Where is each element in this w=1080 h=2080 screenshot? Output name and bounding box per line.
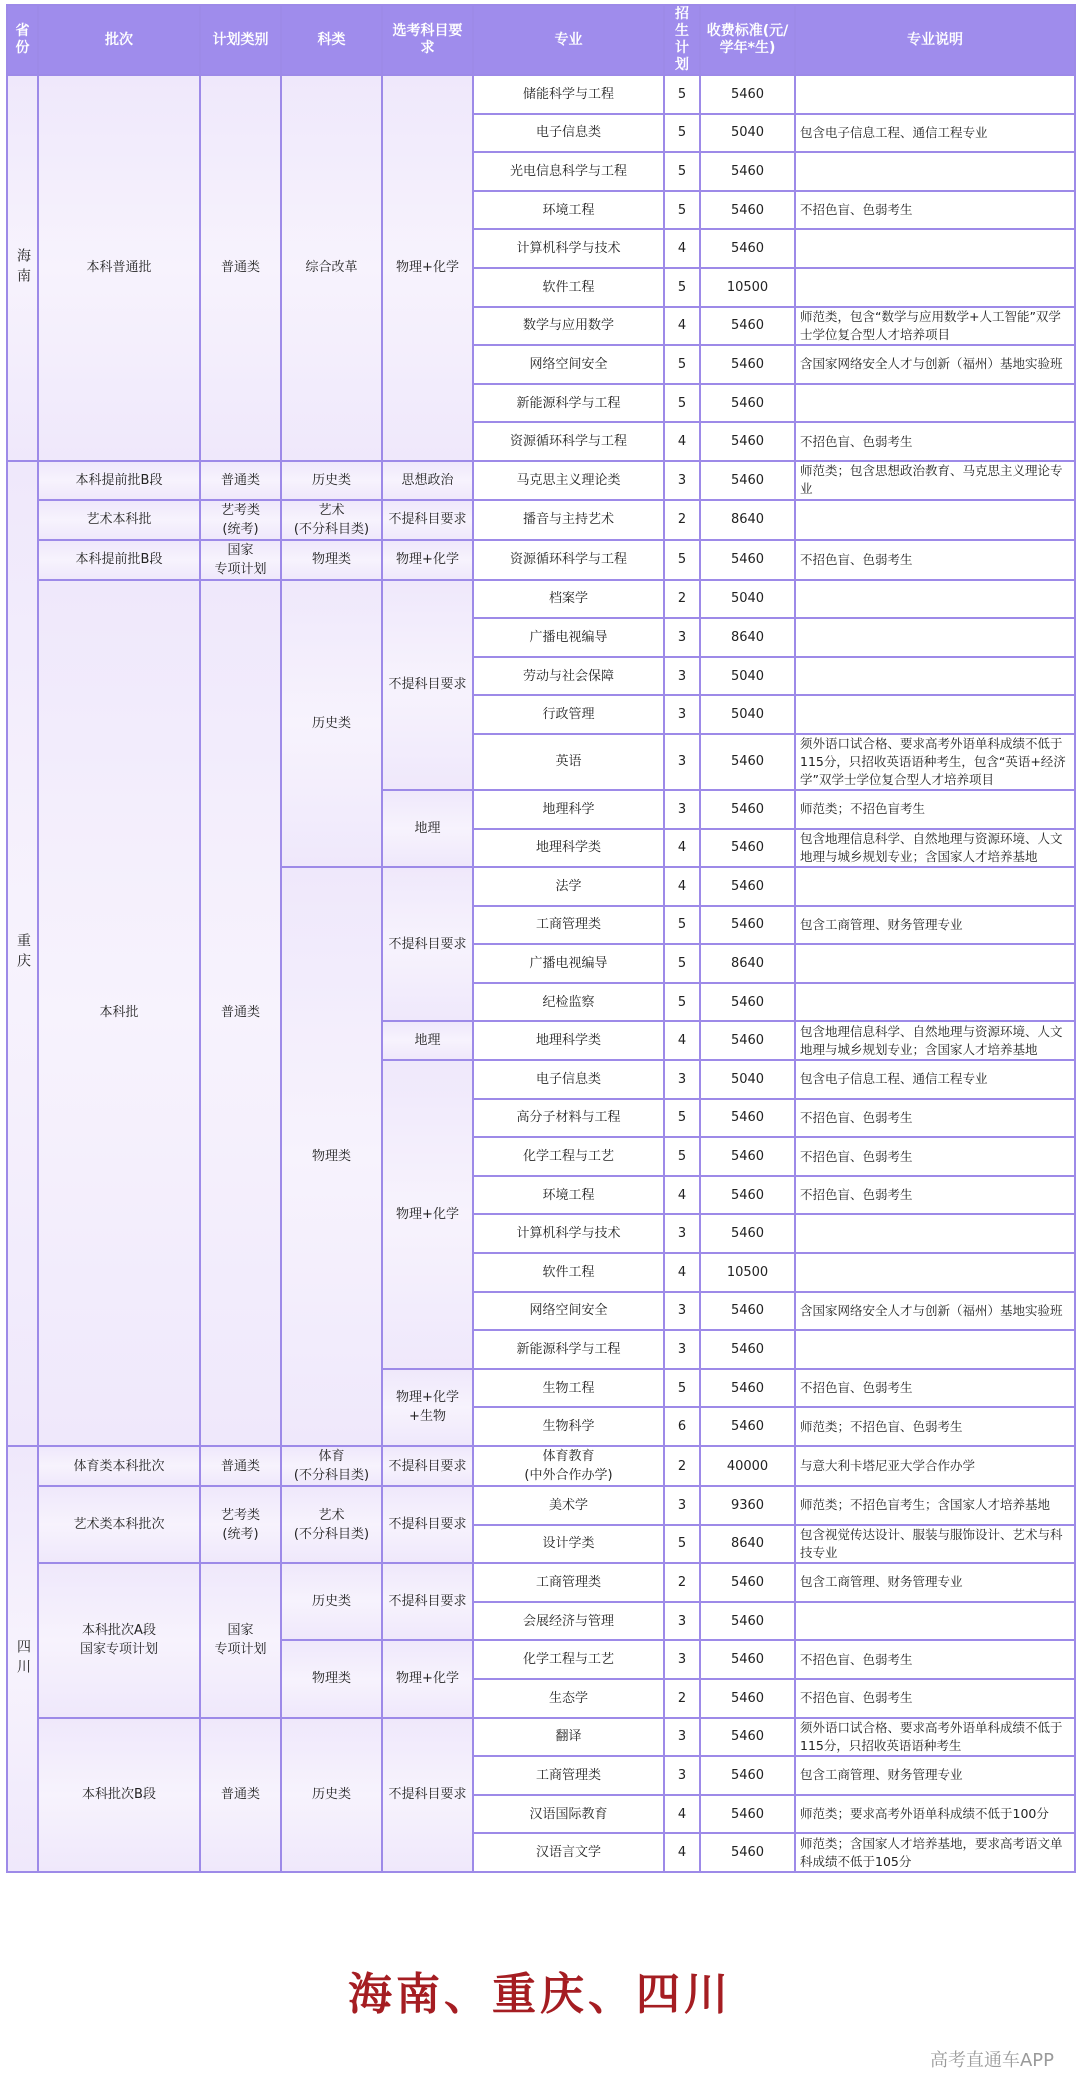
quota-cell: 5 [664,1369,700,1408]
quota-cell: 3 [664,1214,700,1253]
fee-cell: 5460 [700,307,795,346]
quota-cell: 3 [664,734,700,790]
quota-cell: 3 [664,1486,700,1525]
subject-requirement-cell: 地理 [382,790,473,867]
major-notes-cell: 师范类；含国家人才培养基地，要求高考语文单科成绩不低于105分 [795,1833,1075,1872]
quota-cell: 4 [664,1795,700,1834]
major-cell: 劳动与社会保障 [473,657,664,696]
fee-cell: 5460 [700,1330,795,1369]
header-category: 科类 [281,5,382,75]
major-notes-cell: 包含工商管理、财务管理专业 [795,1756,1075,1795]
fee-cell: 5460 [700,1021,795,1060]
fee-cell: 5460 [700,1718,795,1757]
quota-cell: 5 [664,540,700,580]
major-notes-cell [795,657,1075,696]
subject-requirement-cell: 不提科目要求 [382,500,473,540]
major-cell: 工商管理类 [473,1756,664,1795]
fee-cell: 5040 [700,580,795,619]
quota-cell: 5 [664,944,700,983]
subject-requirement-cell: 物理+化学+生物 [382,1369,473,1446]
subject-requirement-cell: 不提科目要求 [382,580,473,790]
major-cell: 英语 [473,734,664,790]
major-cell: 环境工程 [473,191,664,230]
quota-cell: 4 [664,829,700,868]
fee-cell: 5460 [700,422,795,461]
major-cell: 体育教育 (中外合作办学) [473,1446,664,1486]
major-cell: 广播电视编导 [473,944,664,983]
subject-requirement-cell: 思想政治 [382,461,473,500]
major-notes-cell: 师范类；不招色盲考生；含国家人才培养基地 [795,1486,1075,1525]
major-notes-cell: 不招色盲、色弱考生 [795,540,1075,580]
major-notes-cell: 包含地理信息科学、自然地理与资源环境、人文地理与城乡规划专业；含国家人才培养基地 [795,829,1075,868]
major-cell: 播音与主持艺术 [473,500,664,540]
major-notes-cell [795,867,1075,906]
subject-requirement-cell: 物理+化学 [382,75,473,461]
fee-cell: 5460 [700,906,795,945]
major-notes-cell [795,1602,1075,1641]
quota-cell: 5 [664,345,700,384]
quota-cell: 4 [664,1021,700,1060]
major-notes-cell: 包含工商管理、财务管理专业 [795,1563,1075,1602]
fee-cell: 9360 [700,1486,795,1525]
header-plan-type: 计划类别 [200,5,281,75]
major-cell: 储能科学与工程 [473,75,664,114]
major-cell: 网络空间安全 [473,1292,664,1331]
fee-cell: 5040 [700,1060,795,1099]
quota-cell: 3 [664,695,700,734]
major-cell: 广播电视编导 [473,618,664,657]
quota-cell: 4 [664,1833,700,1872]
quota-cell: 4 [664,867,700,906]
major-notes-cell: 师范类；包含思想政治教育、马克思主义理论专业 [795,461,1075,500]
plan-type-cell: 国家 专项计划 [200,540,281,580]
category-cell: 物理类 [281,867,382,1446]
fee-cell: 5460 [700,191,795,230]
fee-cell: 5460 [700,1369,795,1408]
fee-cell: 5460 [700,384,795,423]
major-cell: 设计学类 [473,1525,664,1564]
major-cell: 会展经济与管理 [473,1602,664,1641]
table-row [7,580,1075,619]
major-cell: 软件工程 [473,1253,664,1292]
table-row [7,461,1075,500]
major-cell: 生物工程 [473,1369,664,1408]
major-notes-cell: 师范类；不招色盲考生 [795,790,1075,829]
header-row [7,5,1075,75]
batch-cell: 本科批 [38,580,200,1446]
major-cell: 高分子材料与工程 [473,1099,664,1138]
plan-type-cell: 普通类 [200,75,281,461]
major-notes-cell [795,1214,1075,1253]
fee-cell: 5460 [700,1099,795,1138]
fee-cell: 5460 [700,1292,795,1331]
header-major: 专业 [473,5,664,75]
province-cell: 重庆 [7,461,38,1446]
app-watermark: 高考直通车APP [929,2050,1054,2071]
category-cell: 艺术 (不分科目类) [281,500,382,540]
category-cell: 体育 (不分科目类) [281,1446,382,1486]
subject-requirement-cell: 不提科目要求 [382,1563,473,1640]
major-notes-cell: 不招色盲、色弱考生 [795,1137,1075,1176]
major-cell: 生态学 [473,1679,664,1718]
major-notes-cell: 须外语口试合格、要求高考外语单科成绩不低于115分，只招收英语语种考生，包含“英语+经济学”双学士学位复合型人才培养项目 [795,734,1075,790]
fee-cell: 5460 [700,983,795,1022]
major-cell: 纪检监察 [473,983,664,1022]
major-cell: 地理科学 [473,790,664,829]
major-notes-cell [795,618,1075,657]
major-cell: 地理科学类 [473,829,664,868]
subject-requirement-cell: 不提科目要求 [382,1446,473,1486]
plan-type-cell: 艺考类 (统考) [200,500,281,540]
subject-requirement-cell: 地理 [382,1021,473,1060]
province-cell: 海南 [7,75,38,461]
quota-cell: 5 [664,191,700,230]
major-notes-cell [795,500,1075,540]
category-cell: 物理类 [281,540,382,580]
major-notes-cell: 包含视觉传达设计、服装与服饰设计、艺术与科技专业 [795,1525,1075,1564]
fee-cell: 5040 [700,657,795,696]
fee-cell: 5460 [700,1640,795,1679]
category-cell: 艺术 (不分科目类) [281,1486,382,1563]
major-notes-cell: 不招色盲、色弱考生 [795,1099,1075,1138]
table-row [7,1718,1075,1757]
fee-cell: 5460 [700,152,795,191]
quota-cell: 2 [664,500,700,540]
fee-cell: 5460 [700,75,795,114]
fee-cell: 5460 [700,829,795,868]
header-major-notes: 专业说明 [795,5,1075,75]
plan-type-cell: 国家 专项计划 [200,1563,281,1717]
quota-cell: 3 [664,461,700,500]
table-row [7,1486,1075,1525]
quota-cell: 2 [664,1679,700,1718]
fee-cell: 10500 [700,268,795,307]
major-cell: 地理科学类 [473,1021,664,1060]
fee-cell: 8640 [700,618,795,657]
major-cell: 电子信息类 [473,1060,664,1099]
fee-cell: 5460 [700,1176,795,1215]
province-cell: 四川 [7,1446,38,1872]
major-notes-cell [795,152,1075,191]
table-row [7,1563,1075,1602]
major-cell: 软件工程 [473,268,664,307]
major-cell: 光电信息科学与工程 [473,152,664,191]
quota-cell: 5 [664,152,700,191]
category-cell: 综合改革 [281,75,382,461]
fee-cell: 5460 [700,867,795,906]
batch-cell: 艺术本科批 [38,500,200,540]
quota-cell: 3 [664,618,700,657]
subject-requirement-cell: 物理+化学 [382,1060,473,1369]
quota-cell: 4 [664,307,700,346]
category-cell: 历史类 [281,1718,382,1872]
header-province: 省份 [7,5,38,75]
quota-cell: 4 [664,1176,700,1215]
admission-table-wrap [6,4,1074,1873]
subject-requirement-cell: 不提科目要求 [382,1486,473,1563]
major-cell: 化学工程与工艺 [473,1137,664,1176]
quota-cell: 3 [664,1060,700,1099]
major-cell: 计算机科学与技术 [473,229,664,268]
fee-cell: 5460 [700,1756,795,1795]
quota-cell: 5 [664,114,700,153]
major-cell: 工商管理类 [473,1563,664,1602]
major-cell: 电子信息类 [473,114,664,153]
quota-cell: 5 [664,384,700,423]
fee-cell: 5460 [700,461,795,500]
major-cell: 化学工程与工艺 [473,1640,664,1679]
batch-cell: 本科批次B段 [38,1718,200,1872]
major-cell: 计算机科学与技术 [473,1214,664,1253]
quota-cell: 2 [664,580,700,619]
plan-type-cell: 普通类 [200,1446,281,1486]
batch-cell: 本科提前批B段 [38,540,200,580]
table-row [7,75,1075,114]
table-row [7,1446,1075,1486]
major-notes-cell [795,695,1075,734]
table-row [7,540,1075,580]
major-notes-cell [795,75,1075,114]
fee-cell: 5460 [700,345,795,384]
major-cell: 马克思主义理论类 [473,461,664,500]
fee-cell: 5460 [700,1407,795,1446]
category-cell: 历史类 [281,1563,382,1640]
quota-cell: 5 [664,268,700,307]
major-notes-cell: 包含工商管理、财务管理专业 [795,906,1075,945]
major-notes-cell: 含国家网络安全人才与创新（福州）基地实验班 [795,345,1075,384]
quota-cell: 3 [664,1602,700,1641]
fee-cell: 5460 [700,1833,795,1872]
category-cell: 历史类 [281,461,382,500]
subject-requirement-cell: 不提科目要求 [382,1718,473,1872]
major-cell: 美术学 [473,1486,664,1525]
major-notes-cell [795,384,1075,423]
major-notes-cell: 须外语口试合格、要求高考外语单科成绩不低于115分，只招收英语语种考生 [795,1718,1075,1757]
header-batch: 批次 [38,5,200,75]
fee-cell: 5460 [700,540,795,580]
quota-cell: 5 [664,1137,700,1176]
subject-requirement-cell: 不提科目要求 [382,867,473,1021]
fee-cell: 5040 [700,114,795,153]
major-notes-cell: 不招色盲、色弱考生 [795,422,1075,461]
quota-cell: 5 [664,75,700,114]
major-notes-cell: 师范类，包含“数学与应用数学+人工智能”双学士学位复合型人才培养项目 [795,307,1075,346]
batch-cell: 体育类本科批次 [38,1446,200,1486]
fee-cell: 5460 [700,790,795,829]
major-cell: 新能源科学与工程 [473,1330,664,1369]
fee-cell: 5460 [700,229,795,268]
major-cell: 汉语言文学 [473,1833,664,1872]
major-cell: 网络空间安全 [473,345,664,384]
major-notes-cell: 含国家网络安全人才与创新（福州）基地实验班 [795,1292,1075,1331]
quota-cell: 4 [664,1253,700,1292]
fee-cell: 5460 [700,1563,795,1602]
major-cell: 资源循环科学与工程 [473,422,664,461]
major-cell: 汉语国际教育 [473,1795,664,1834]
major-cell: 翻译 [473,1718,664,1757]
admission-plan-table [6,4,1076,1873]
header-fee: 收费标准(元/学年*生) [700,5,795,75]
fee-cell: 5460 [700,1602,795,1641]
fee-cell: 5040 [700,695,795,734]
quota-cell: 3 [664,1292,700,1331]
fee-cell: 5460 [700,1214,795,1253]
fee-cell: 40000 [700,1446,795,1486]
major-notes-cell: 不招色盲、色弱考生 [795,191,1075,230]
plan-type-cell: 普通类 [200,461,281,500]
major-cell: 生物科学 [473,1407,664,1446]
major-notes-cell: 与意大利卡塔尼亚大学合作办学 [795,1446,1075,1486]
batch-cell: 本科批次A段 国家专项计划 [38,1563,200,1717]
fee-cell: 8640 [700,944,795,983]
major-notes-cell: 包含电子信息工程、通信工程专业 [795,114,1075,153]
fee-cell: 10500 [700,1253,795,1292]
batch-cell: 本科普通批 [38,75,200,461]
quota-cell: 5 [664,906,700,945]
major-notes-cell: 不招色盲、色弱考生 [795,1640,1075,1679]
header-quota: 招生计划 [664,5,700,75]
fee-cell: 5460 [700,1137,795,1176]
major-notes-cell [795,983,1075,1022]
major-cell: 新能源科学与工程 [473,384,664,423]
subject-requirement-cell: 物理+化学 [382,1640,473,1717]
quota-cell: 5 [664,1099,700,1138]
major-cell: 行政管理 [473,695,664,734]
plan-type-cell: 普通类 [200,1718,281,1872]
subject-requirement-cell: 物理+化学 [382,540,473,580]
quota-cell: 4 [664,422,700,461]
batch-cell: 本科提前批B段 [38,461,200,500]
major-notes-cell: 师范类；不招色盲、色弱考生 [795,1407,1075,1446]
major-notes-cell [795,580,1075,619]
major-cell: 环境工程 [473,1176,664,1215]
major-cell: 资源循环科学与工程 [473,540,664,580]
fee-cell: 5460 [700,1679,795,1718]
fee-cell: 8640 [700,1525,795,1564]
major-notes-cell [795,944,1075,983]
plan-type-cell: 普通类 [200,580,281,1446]
quota-cell: 2 [664,1446,700,1486]
major-notes-cell [795,229,1075,268]
major-notes-cell: 包含地理信息科学、自然地理与资源环境、人文地理与城乡规划专业；含国家人才培养基地 [795,1021,1075,1060]
major-cell: 法学 [473,867,664,906]
fee-cell: 5460 [700,1795,795,1834]
quota-cell: 6 [664,1407,700,1446]
header-subject-requirement: 选考科目要求 [382,5,473,75]
category-cell: 物理类 [281,1640,382,1717]
quota-cell: 4 [664,229,700,268]
major-notes-cell: 不招色盲、色弱考生 [795,1369,1075,1408]
quota-cell: 3 [664,1756,700,1795]
table-body [7,75,1075,1872]
major-notes-cell: 不招色盲、色弱考生 [795,1176,1075,1215]
quota-cell: 3 [664,1718,700,1757]
fee-cell: 8640 [700,500,795,540]
table-row [7,500,1075,540]
major-notes-cell: 师范类；要求高考外语单科成绩不低于100分 [795,1795,1075,1834]
footer-provinces-title: 海南、重庆、四川 [348,1969,732,2020]
major-notes-cell [795,1253,1075,1292]
major-cell: 工商管理类 [473,906,664,945]
quota-cell: 3 [664,1640,700,1679]
quota-cell: 5 [664,983,700,1022]
fee-cell: 5460 [700,734,795,790]
major-cell: 数学与应用数学 [473,307,664,346]
category-cell: 历史类 [281,580,382,868]
quota-cell: 5 [664,1525,700,1564]
plan-type-cell: 艺考类 (统考) [200,1486,281,1563]
major-notes-cell: 包含电子信息工程、通信工程专业 [795,1060,1075,1099]
batch-cell: 艺术类本科批次 [38,1486,200,1563]
quota-cell: 2 [664,1563,700,1602]
quota-cell: 3 [664,790,700,829]
quota-cell: 3 [664,657,700,696]
major-cell: 档案学 [473,580,664,619]
major-notes-cell [795,268,1075,307]
major-notes-cell: 不招色盲、色弱考生 [795,1679,1075,1718]
major-notes-cell [795,1330,1075,1369]
quota-cell: 3 [664,1330,700,1369]
